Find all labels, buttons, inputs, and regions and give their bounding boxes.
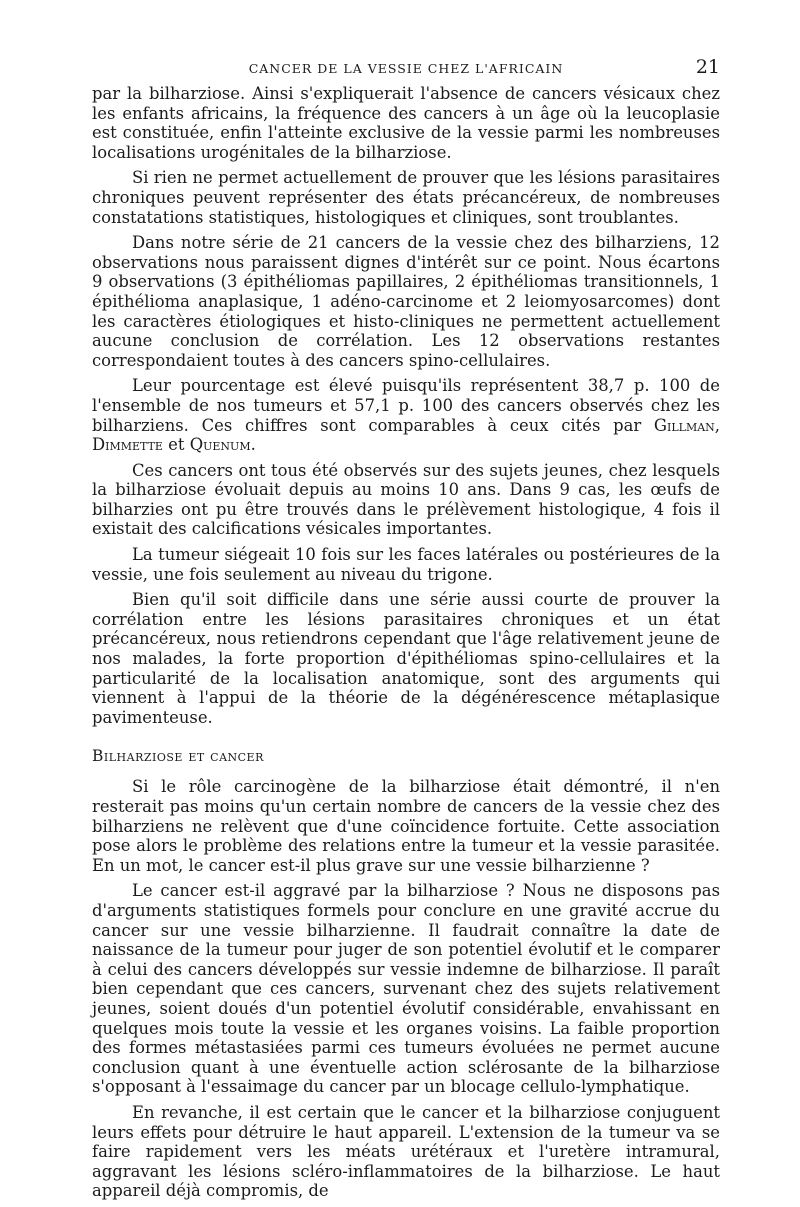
author-gillman: Gillman (653, 415, 715, 435)
author-conjunction: et (168, 435, 185, 455)
paragraph-4 (92, 376, 720, 454)
paragraph-4-end: . (250, 435, 256, 455)
author-quenum: Quenum (189, 435, 251, 455)
author-dimmette: Dimmette (92, 435, 163, 455)
section-heading: Bilharziose et cancer (92, 747, 264, 766)
paragraph-7: Bien qu'il soit difficile dans une série aussi courte de prouver la corrélation entre les lésions parasitaires chroniques et un état précancéreux, nous retiendrons cependant que l'âge relativement jeune de nos malades, la forte proportion d'épithéliomas spino-cellulaires et la particularité de la localisation anatomique, sont des arguments qui viennent à l'appui de la théorie de la dégénérescence métaplasique pavimenteuse. (92, 590, 720, 727)
paragraph-3: Dans notre série de 21 cancers de la vessie chez des bilharziens, 12 observations nous paraissent dignes d'intérêt sur ce point. Nous écartons 9 observations (3 épithéliomas papillaires, 2 épithéliomas transitionnels, 1 épithélioma anaplasique, 1 adéno-carcinome et 2 leiomyosarcomes) dont les caractères étiologiques et histo-cliniques ne permettent actuellement aucune conclusion de corrélation. Les 12 observations restantes correspondaient toutes à des cancers spino-cellulaires. (92, 233, 720, 370)
document-page (92, 56, 720, 1207)
running-title: CANCER DE LA VESSIE CHEZ L'AFRICAIN (248, 61, 564, 76)
paragraph-6: La tumeur siégeait 10 fois sur les faces latérales ou postérieures de la vessie, une fois seulement au niveau du trigone. (92, 545, 720, 584)
author-separator: , (714, 415, 720, 435)
paragraph-2: Si rien ne permet actuellement de prouver que les lésions parasitaires chroniques peuvent représenter des états précancéreux, de nombreuses constatations statistiques, histologiques et cliniques, sont troublantes. (92, 168, 720, 227)
section-paragraph-3: En revanche, il est certain que le cancer et la bilharziose conjuguent leurs effets pour détruire le haut appareil. L'extension de la tumeur va se faire rapidement vers les méats urétéraux et l'uretère intramural, aggravant les lésions scléro-inflammatoires de la bilharziose. Le haut appareil déjà compromis, de (92, 1102, 720, 1201)
section-paragraph-2: Le cancer est-il aggravé par la bilharziose ? Nous ne disposons pas d'arguments statistiques formels pour conclure en une gravité accrue du cancer sur une vessie bilharzienne. Il faudrait connaître la date de naissance de la tumeur pour juger de son potentiel évolutif et le comparer à celui des cancers développés sur vessie indemne de bilharziose. Il paraît bien cependant que ces cancers, survenant chez des sujets relativement jeunes, soient doués d'un potentiel évolutif considérable, envahissant en quelques mois toute la vessie et les organes voisins. La faible proportion des formes métastasiées parmi ces tumeurs évoluées ne permet aucune conclusion quant à une éventuelle action sclérosante de la bilharziose s'opposant à l'essaimage du cancer par un blocage cellulo-lymphatique. (92, 881, 720, 1097)
paragraph-4-text: Leur pourcentage est élevé puisqu'ils représentent 38,7 p. 100 de l'ensemble de nos tumeurs et 57,1 p. 100 des cancers observés chez les bilharziens. Ces chiffres sont comparables à ceux cités par (92, 376, 720, 435)
paragraph-1: par la bilharziose. Ainsi s'expliquerait l'absence de cancers vésicaux chez les enfants africains, la fréquence des cancers à un âge où la leucoplasie est constituée, enfin l'atteinte exclusive de la vessie parmi les nombreuses localisations urogénitales de la bilharziose. (92, 84, 720, 162)
section-paragraph-1: Si le rôle carcinogène de la bilharziose était démontré, il n'en resterait pas moins qu'un certain nombre de cancers de la vessie chez des bilharziens ne relèvent que d'une coïncidence fortuite. Cette association pose alors le problème des relations entre la tumeur et la vessie parasitée. En un mot, le cancer est-il plus grave sur une vessie bilharzienne ? (92, 777, 720, 875)
page-header (92, 56, 720, 84)
page-number: 21 (695, 56, 720, 78)
paragraph-5: Ces cancers ont tous été observés sur des sujets jeunes, chez lesquels la bilharziose évoluait depuis au moins 10 ans. Dans 9 cas, les œufs de bilharzies ont pu être trouvés dans le prélèvement histologique, 4 fois il existait des calcifications vésicales importantes. (92, 460, 720, 539)
